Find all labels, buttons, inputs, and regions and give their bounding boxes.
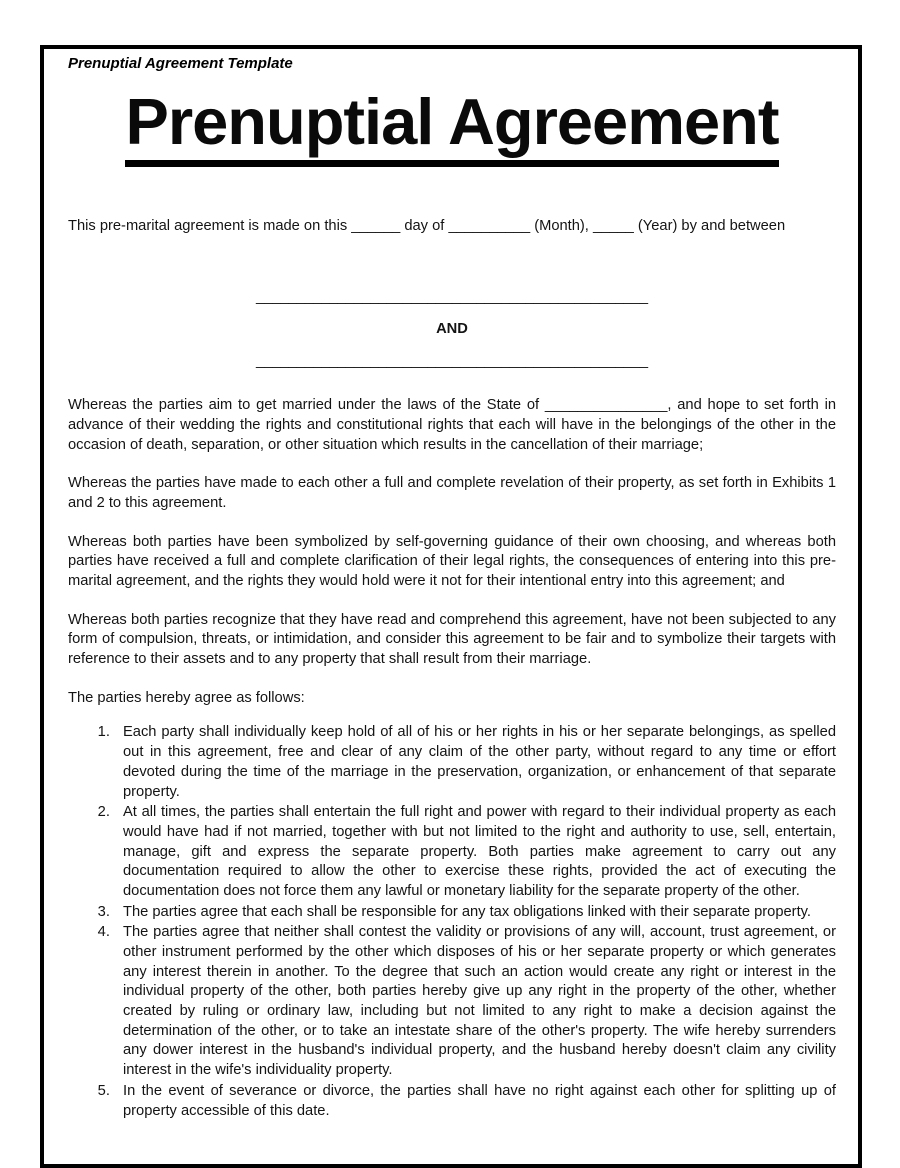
recitals-section <box>68 396 836 1121</box>
clauses-list <box>68 723 836 1121</box>
page-border <box>40 45 862 1168</box>
clause-item-2: 2. At all times, the parties shall entertain the full right and power with regard to their individual property as each would have had if not married, together with but not limited to the right and authority to use, sell, entertain, manage, gift and express the separate property. Both parties make agreement to carry out any documentation required to allow the other to exercise these rights, provided the act of executing the documentation does not force them any lawful or monetary liability for the separate property of the other. <box>114 803 836 901</box>
clause-item-5: 5. In the event of severance or divorce, the parties shall have no right against each other for splitting up of property accessible of this date. <box>114 1082 836 1121</box>
template-header-label: Prenuptial Agreement Template <box>68 55 293 72</box>
document-title-wrap <box>68 85 836 167</box>
party-name-line-1: ________________________________________________ <box>255 288 649 305</box>
whereas-paragraph-3: Whereas both parties have been symbolized by self-governing guidance of their own choosing, and whereas both parties have received a full and complete clarification of their legal rights, the consequences of entering into this pre-marital agreement, and the rights they would hold were it not for their intentional entry into this agreement; and <box>68 533 836 590</box>
whereas-paragraph-4: Whereas both parties recognize that they have read and comprehend this agreement, have not been subjected to any form of compulsion, threats, or intimidation, and consider this agreement to be fair and to symbolize their targets with reference to their assets and to any property that shall result from their marriage. <box>68 611 836 668</box>
party-name-line-2: ________________________________________________ <box>255 352 649 369</box>
clause-item-1: 1. Each party shall individually keep hold of all of his or her rights in his or her separate belongings, as spelled out in this agreement, free and clear of any claim of the other party, without regard to any time or effort devoted during the time of the marriage in the preservation, organization, or enhancement of that separate property. <box>114 723 836 802</box>
whereas-paragraph-2: Whereas the parties have made to each other a full and complete revelation of their property, as set forth in Exhibits 1 and 2 to this agreement. <box>68 475 836 511</box>
clause-item-4: 4. The parties agree that neither shall contest the validity or provisions of any will, account, trust agreement, or other instrument performed by the other which disposes of his or her separate property or which generates any interest therein in another. To the degree that such an action would create any right or interest in the individual property of the other, both parties hereby give up any right in the property of the other, whether created by ruling or ordinary law, including but not limited to any right to make a decision against the determination of the other, or to take an intestate share of the other's property. The wife hereby surrenders any dower interest in the husband's individual property, and the husband hereby doesn't claim any civility interest in the wife's individuality property. <box>114 923 836 1081</box>
whereas-paragraph-1: Whereas the parties aim to get married under the laws of the State of _______________, and hope to set forth in advance of their wedding the rights and constitutional rights that each will have in the belongings of the other in the occasion of death, separation, or other situation which results in the cancellation of their marriage; <box>68 397 836 453</box>
and-separator: AND <box>436 320 468 337</box>
party-names-block <box>68 289 836 370</box>
intro-paragraph: This pre-marital agreement is made on this ______ day of __________ (Month), _____ (Year) by and between <box>68 218 786 235</box>
agreement-lead-paragraph: The parties hereby agree as follows: <box>68 689 305 706</box>
document-title: Prenuptial Agreement <box>125 88 778 167</box>
clause-item-3: 3. The parties agree that each shall be responsible for any tax obligations linked with their separate property. <box>114 903 836 923</box>
